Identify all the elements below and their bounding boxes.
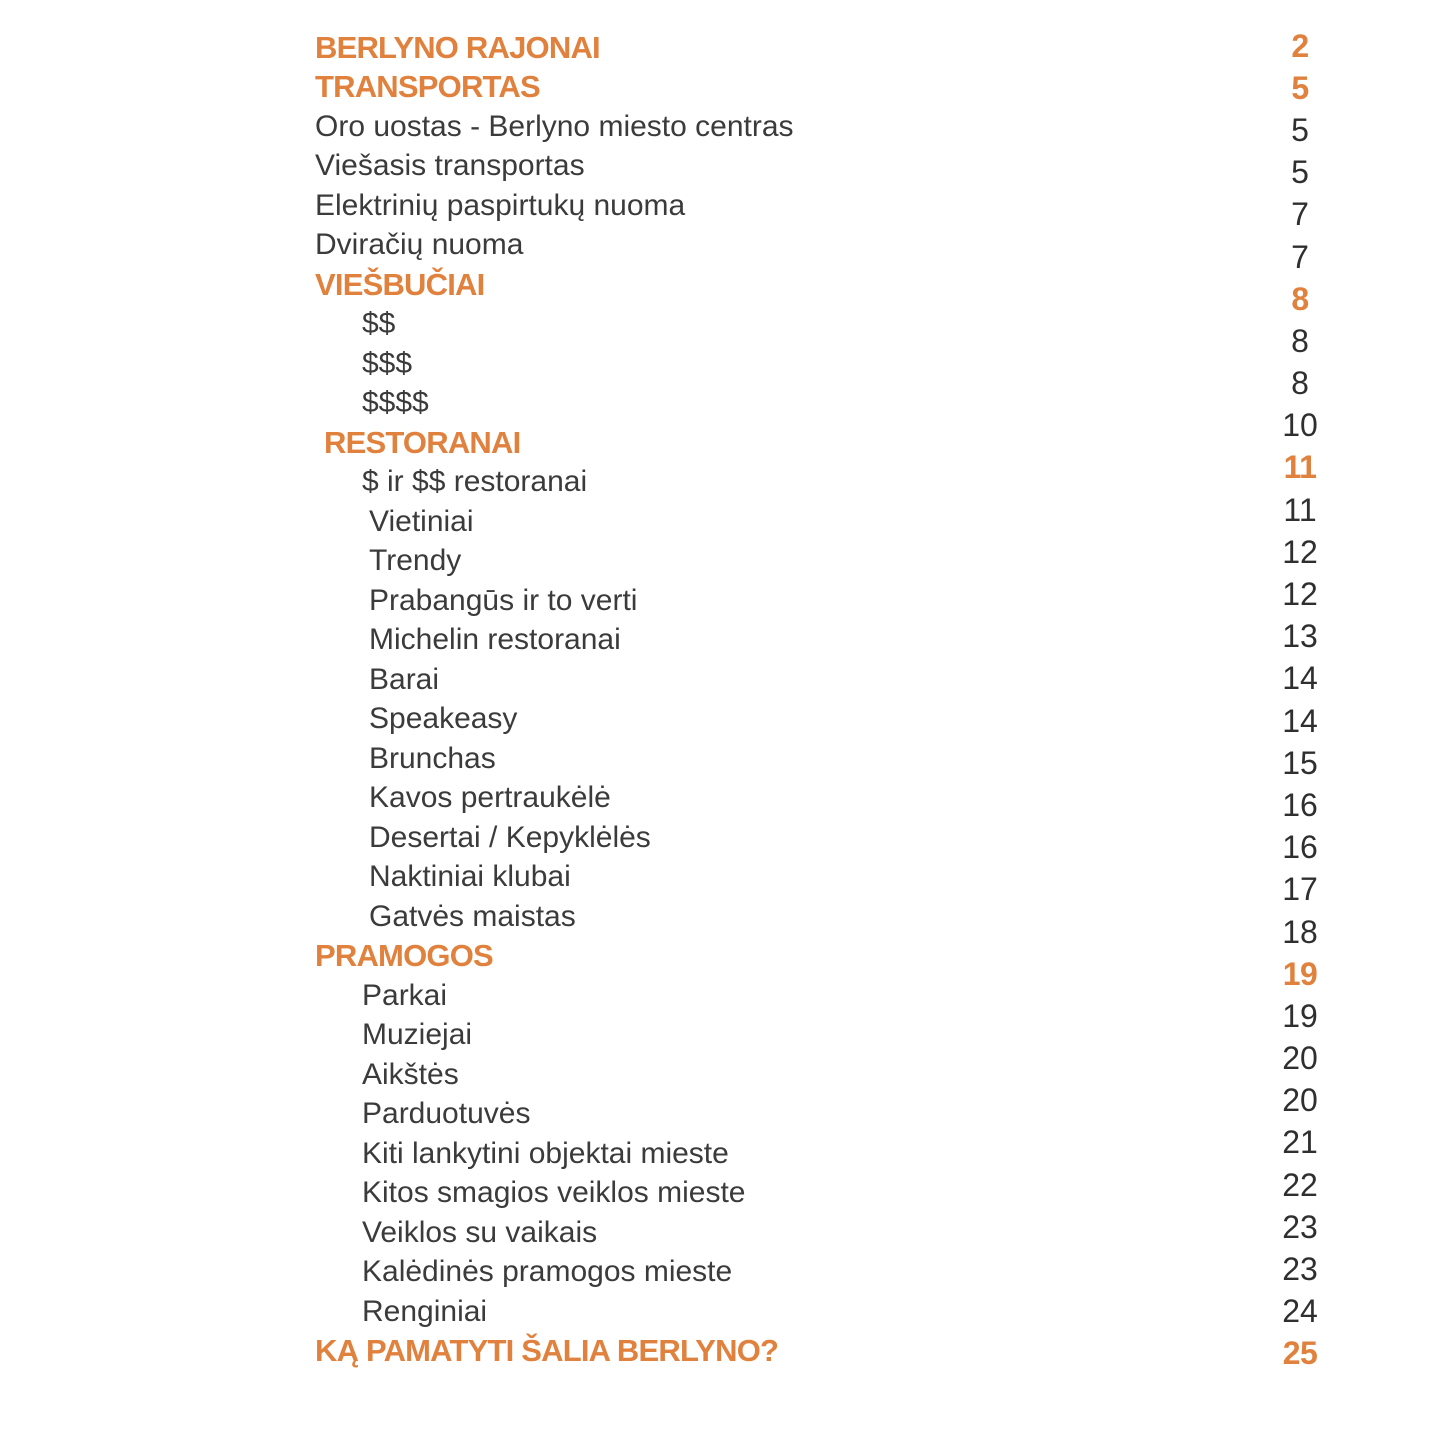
toc-entry-page-number: 12 [1282, 533, 1318, 570]
toc-entry-label: Michelin restoranai [369, 623, 621, 657]
toc-entry-page-number: 16 [1282, 829, 1318, 866]
toc-section-page-number: 5 [1291, 69, 1309, 106]
toc-entry-label: Gatvės maistas [369, 899, 576, 933]
toc-entry-page-number: 14 [1282, 702, 1318, 739]
toc-entry-page-number: 5 [1291, 154, 1309, 191]
toc-entry-label: Prabangūs ir to verti [369, 583, 638, 617]
toc-entry-page-number: 14 [1282, 660, 1318, 697]
toc-entry-page-number: 18 [1282, 913, 1318, 950]
toc-section-page-number: 25 [1282, 1335, 1318, 1372]
toc-entry-page-number: 13 [1282, 618, 1318, 655]
toc-entry-page-number: 22 [1282, 1166, 1318, 1203]
toc-page-numbers-column [1248, 25, 1352, 1375]
toc-entry-page-number: 7 [1291, 238, 1309, 275]
toc-entry-page-number: 8 [1291, 365, 1309, 402]
toc-entry-label: Viešasis transportas [315, 149, 585, 183]
toc-entry-label: Vietiniai [369, 504, 474, 538]
toc-entry-label: Speakeasy [369, 702, 518, 736]
toc-entry-label: Elektrinių paspirtukų nuoma [315, 188, 686, 222]
toc-entry-label: Trendy [369, 544, 462, 578]
toc-section-page-number: 11 [1283, 449, 1317, 486]
toc-entry-page-number: 17 [1282, 871, 1318, 908]
toc-entry-page-number: 20 [1282, 1040, 1318, 1077]
toc-entry-label: Kiti lankytini objektai mieste [362, 1136, 729, 1170]
toc-entry-page-number: 11 [1283, 491, 1317, 528]
toc-entry-label: Kavos pertraukėlė [369, 781, 611, 815]
toc-section-heading: VIEŠBUČIAI [315, 266, 485, 302]
toc-entry-page-number: 12 [1282, 576, 1318, 613]
toc-entry-page-number: 15 [1282, 744, 1318, 781]
toc-entry-page-number: 16 [1282, 786, 1318, 823]
toc-entry-page-number: 8 [1291, 322, 1309, 359]
toc-section-heading: PRAMOGOS [315, 938, 493, 974]
toc-entry-label: Kitos smagios veiklos mieste [362, 1176, 746, 1210]
toc-entry-label: $$$$ [362, 386, 429, 420]
toc-section-heading: TRANSPORTAS [315, 69, 540, 105]
toc-entry-label: Kalėdinės pramogos mieste [362, 1255, 733, 1289]
toc-entry-page-number: 5 [1291, 111, 1309, 148]
toc-entry-label: Parduotuvės [362, 1097, 531, 1131]
toc-entry-label: Dviračių nuoma [315, 228, 524, 262]
toc-entry-label: $$$ [362, 346, 413, 380]
toc-entry-label: Naktiniai klubai [369, 860, 571, 894]
toc-section-page-number: 2 [1291, 27, 1309, 64]
toc-entries-column [315, 28, 794, 1371]
toc-section-heading: KĄ PAMATYTI ŠALIA BERLYNO? [315, 1333, 779, 1369]
toc-entry-label: $ ir $$ restoranai [362, 465, 588, 499]
toc-entry-label: Brunchas [369, 741, 496, 775]
toc-section-heading: BERLYNO RAJONAI [315, 29, 600, 65]
toc-entry-label: Oro uostas - Berlyno miesto centras [315, 109, 794, 143]
toc-entry-label: Parkai [362, 978, 448, 1012]
toc-entry-page-number: 23 [1282, 1208, 1318, 1245]
toc-entry-page-number: 23 [1282, 1251, 1318, 1288]
toc-entry-label: Renginiai [362, 1294, 488, 1328]
toc-entry-label: Barai [369, 662, 440, 696]
toc-entry-label: $$ [362, 307, 396, 341]
toc-section-page-number: 8 [1291, 280, 1309, 317]
toc-entry-page-number: 7 [1291, 196, 1309, 233]
toc-entry-label: Veiklos su vaikais [362, 1215, 598, 1249]
toc-entry-page-number: 24 [1282, 1293, 1318, 1330]
toc-entry-page-number: 19 [1282, 997, 1318, 1034]
toc-entry-label: Muziejai [362, 1018, 473, 1052]
toc-entry-label: Aikštės [362, 1057, 459, 1091]
toc-section-page-number: 19 [1282, 955, 1318, 992]
toc-entry-label: Desertai / Kepyklėlės [369, 820, 651, 854]
toc-section-heading: RESTORANAI [324, 424, 521, 460]
toc-entry-page-number: 21 [1282, 1124, 1318, 1161]
toc-entry-page-number: 20 [1282, 1082, 1318, 1119]
toc-entry-page-number: 10 [1282, 407, 1318, 444]
